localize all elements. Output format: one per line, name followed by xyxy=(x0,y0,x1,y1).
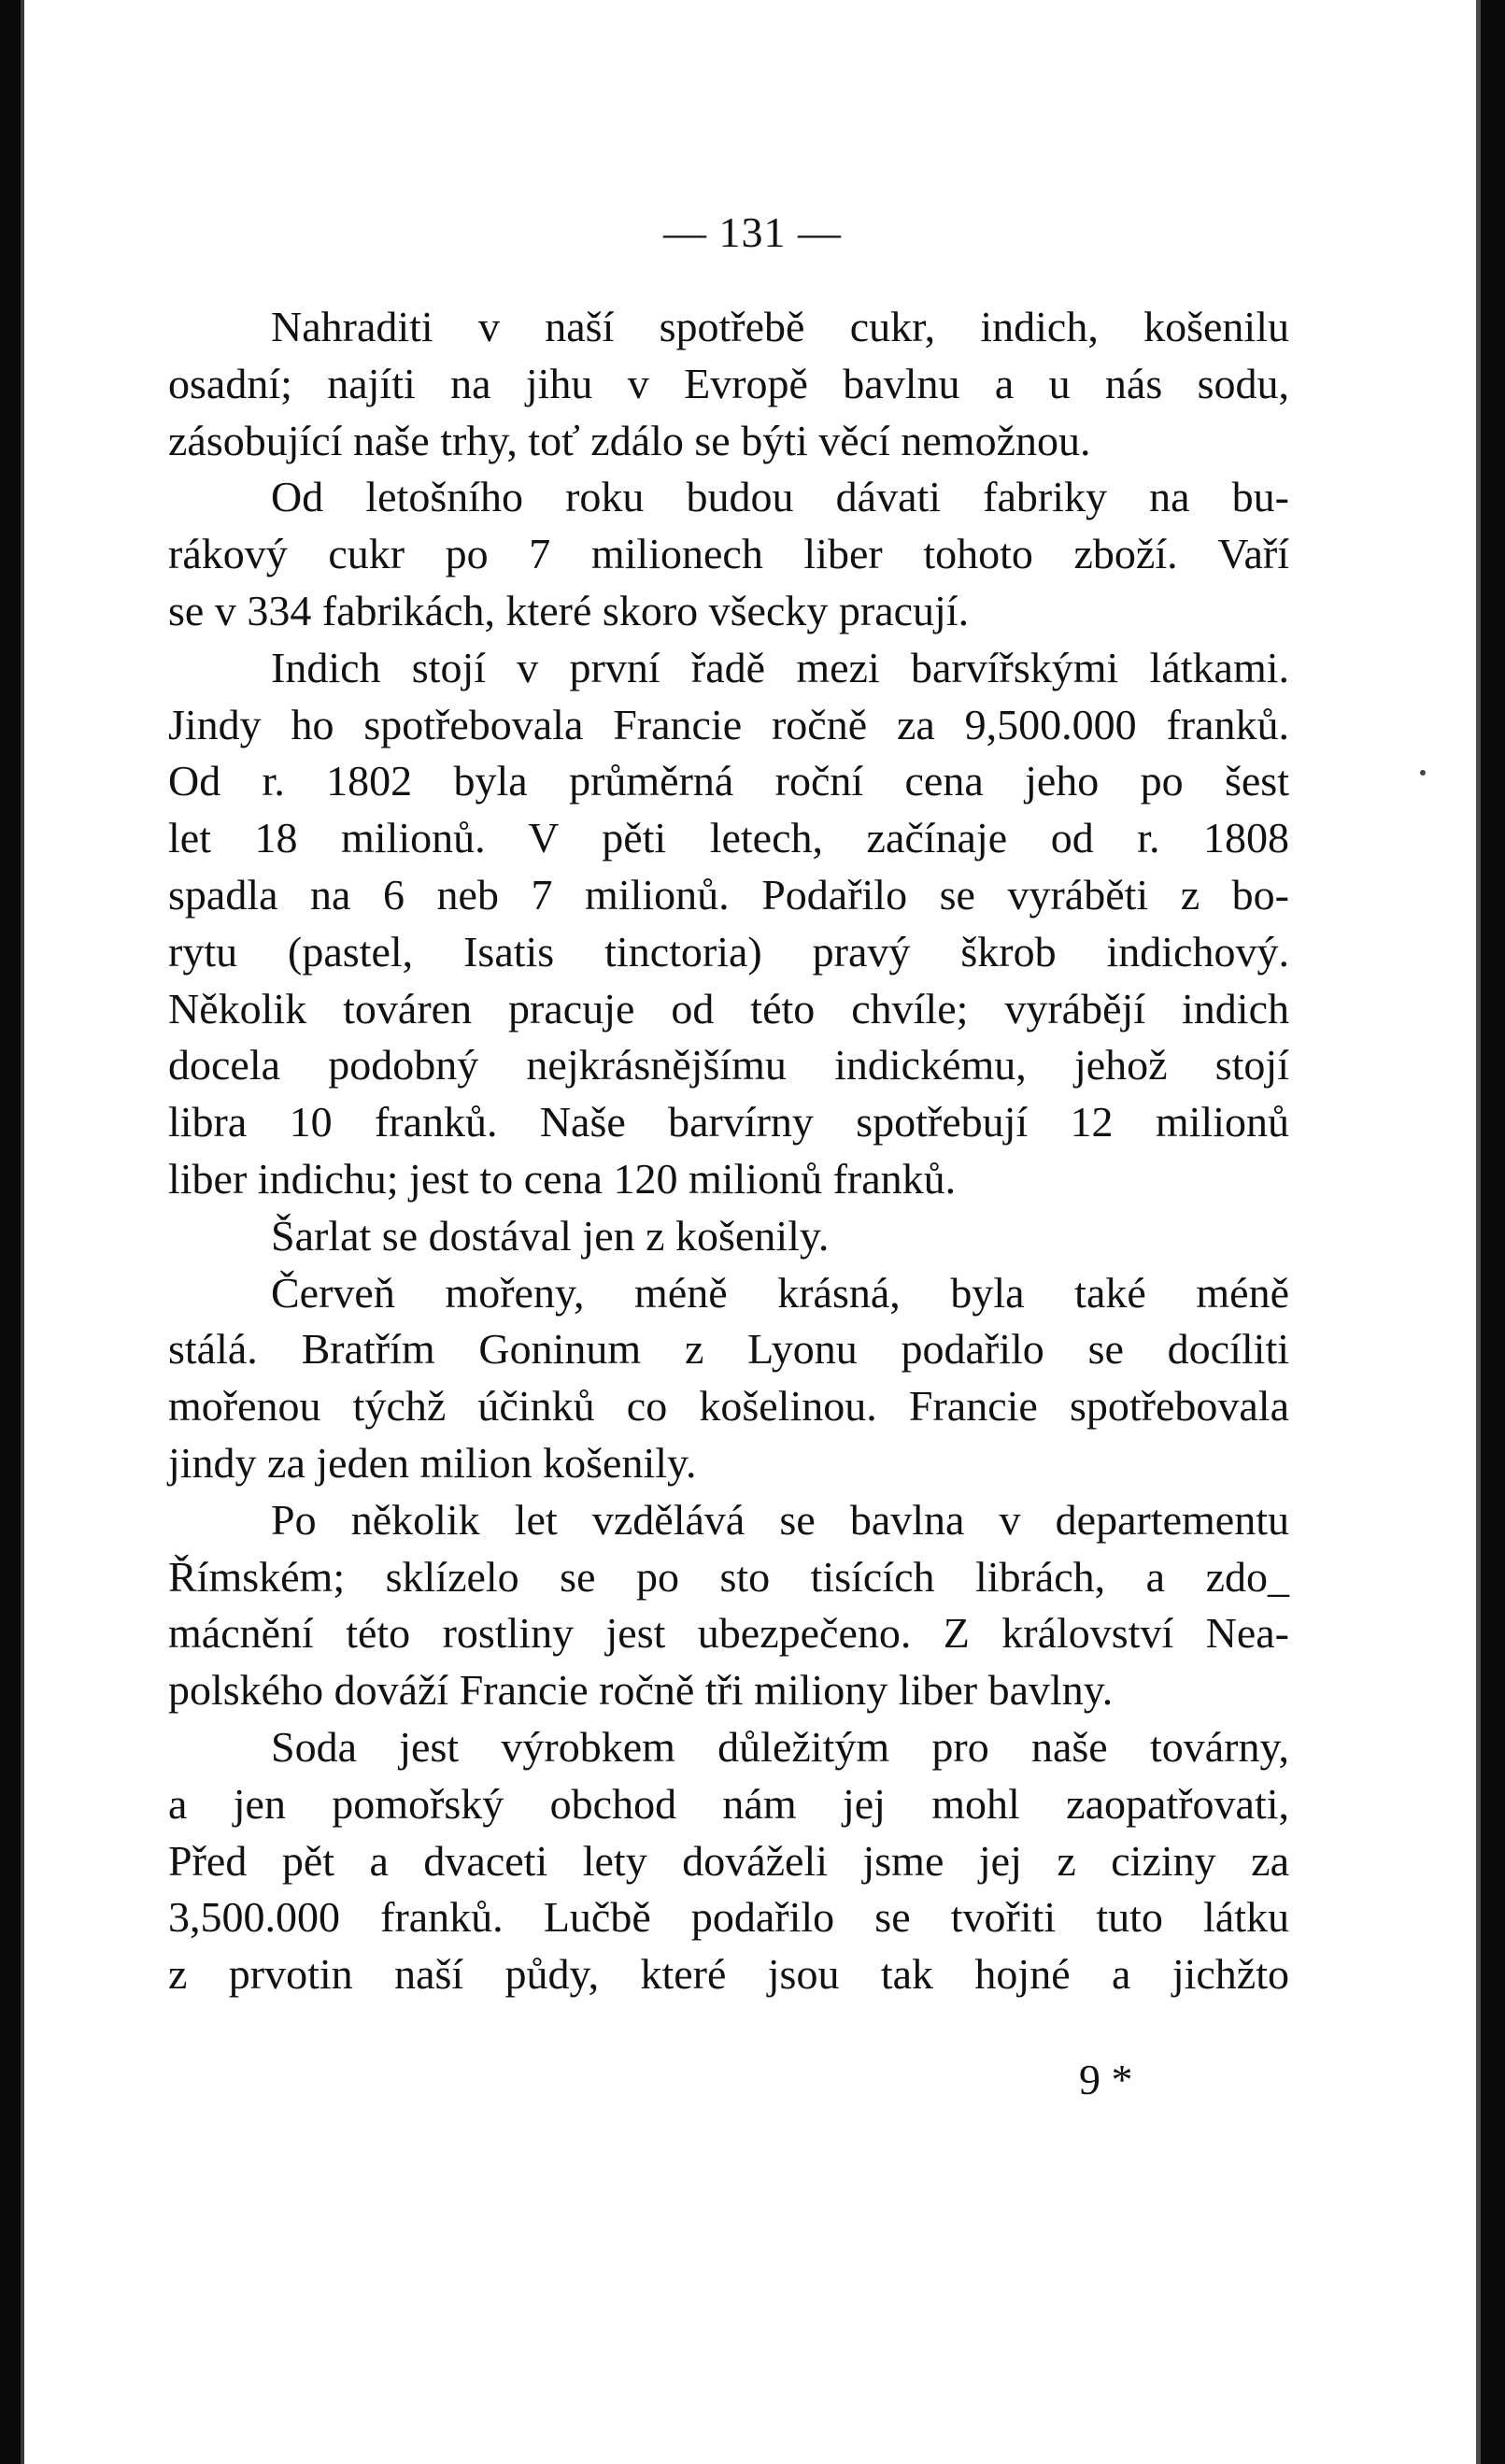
text-line: polského dováží Francie ročně tři miliony liber bavlny. xyxy=(168,1666,1114,1715)
text-line: stálá. Bratřím Goninum z Lyonu podařilo se docíliti xyxy=(168,1325,1289,1374)
text-line: se v 334 fabrikách, které skoro všecky pracují. xyxy=(168,586,970,634)
text-line: rytu (pastel, Isatis tinctoria) pravý škrob indichový. xyxy=(168,927,1289,976)
text-line: Římském; sklízelo se po sto tisících librách, a zdo_ xyxy=(168,1552,1289,1601)
body-text xyxy=(168,299,1289,2003)
text-line: spadla na 6 neb 7 milionů. Podařilo se vyráběti z bo- xyxy=(168,870,1289,919)
signature-mark: 9 * xyxy=(1079,2056,1133,2103)
text-line: mácnění této rostliny jest ubezpečeno. Z království Nea- xyxy=(168,1609,1289,1658)
scan-left-edge-shadow xyxy=(21,0,24,2464)
page-number-header: — 131 — xyxy=(663,208,842,256)
text-line: z prvotin naší půdy, které jsou tak hojné a jichžto xyxy=(168,1950,1289,1999)
text-line: osadní; najíti na jihu v Evropě bavlnu a u nás sodu, xyxy=(168,359,1289,407)
scan-right-edge-shadow xyxy=(1476,0,1481,2464)
text-line: liber indichu; jest to cena 120 milionů franků. xyxy=(168,1154,957,1203)
text-line: Červeň mořeny, méně krásná, byla také méně xyxy=(271,1268,1289,1317)
scan-speck xyxy=(1420,770,1426,776)
text-line: let 18 milionů. V pěti letech, začínaje od r. 1808 xyxy=(168,814,1289,862)
text-line: Od r. 1802 byla průměrná roční cena jeho po šest xyxy=(168,757,1289,805)
text-line: zásobující naše trhy, toť zdálo se býti věcí nemožnou. xyxy=(168,416,1091,464)
text-line: jindy za jeden milion košenily. xyxy=(168,1438,697,1487)
text-line: a jen pomořský obchod nám jej mohl zaopatřovati, xyxy=(168,1779,1289,1828)
scan-left-edge xyxy=(0,0,21,2464)
text-line: 3,500.000 franků. Lučbě podařilo se tvořiti tuto látku xyxy=(168,1893,1289,1942)
text-line: mořenou týchž účinků co košelinou. Francie spotřebovala xyxy=(168,1382,1289,1431)
text-line: Soda jest výrobkem důležitým pro naše továrny, xyxy=(271,1722,1289,1771)
text-line: libra 10 franků. Naše barvírny spotřebují 12 milionů xyxy=(168,1098,1289,1147)
scan-right-edge xyxy=(1481,0,1505,2464)
text-line: rákový cukr po 7 milionech liber tohoto zboží. Vaří xyxy=(168,530,1289,578)
text-line: Nahraditi v naší spotřebě cukr, indich, košenilu xyxy=(271,303,1289,350)
text-line: Šarlat se dostával jen z košenily. xyxy=(271,1211,830,1260)
text-line: Po několik let vzdělává se bavlna v departementu xyxy=(271,1495,1289,1544)
text-line: Od letošního roku budou dávati fabriky na bu- xyxy=(271,473,1289,521)
text-line: Několik továren pracuje od této chvíle; vyrábějí indich xyxy=(168,984,1289,1033)
text-line: docela podobný nejkrásnějšímu indickému, jehož stojí xyxy=(168,1041,1289,1090)
text-line: Indich stojí v první řadě mezi barvířskými látkami. xyxy=(271,643,1289,691)
text-line: Jindy ho spotřebovala Francie ročně za 9,500.000 franků. xyxy=(168,700,1289,748)
text-line: Před pět a dvaceti lety dováželi jsme jej z ciziny za xyxy=(168,1836,1289,1885)
